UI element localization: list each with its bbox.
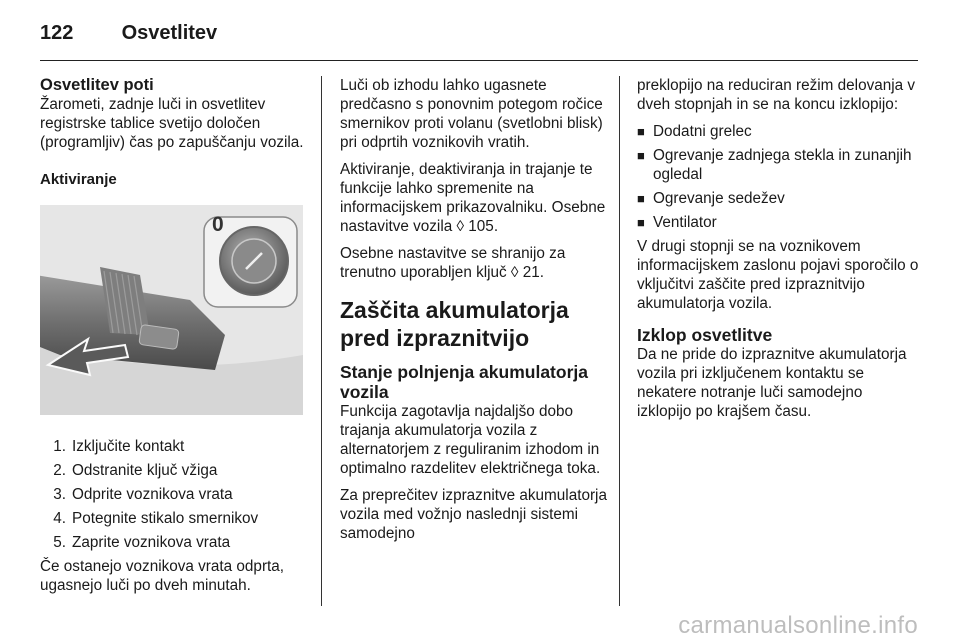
- paragraph: Luči ob izhodu lahko ugasnete predčasno s ponovnim potegom ročice smernikov proti volanu (svetlobni blisk) pri odprtih voznikovih vratih.: [340, 77, 603, 151]
- stalk-illustration-svg: [40, 205, 303, 415]
- stalk-illustration: [40, 205, 303, 415]
- subheading-battery-charge: Stanje polnjenja akumulatorja vozila: [340, 362, 588, 402]
- column-3: [637, 76, 919, 429]
- list-item: 4. Potegnite stikalo smernikov: [53, 510, 259, 527]
- watermark: carmanualsonline.info: [678, 612, 918, 639]
- page-header: [40, 22, 217, 45]
- paragraph: Da ne pride do izpraznitve akumulatorja vozila pri izključenem kontaktu se nekatere notranje luči samodejno izklopijo po krajšem času.: [637, 346, 907, 420]
- list-item: ■ Ogrevanje zadnjega stekla in zunanjih ogledal: [637, 146, 919, 184]
- paragraph: Funkcija zagotavlja najdaljšo dobo trajanja akumulatorja vozila z alternatorjem z reguliranim izhodom in optimalno razdelitev električnega toka.: [340, 403, 601, 477]
- list-item: ■ Ventilator: [637, 213, 919, 232]
- paragraph: Aktiviranje, deaktiviranja in trajanje te funkcije lahko spremenite na informacijskem prikazovalniku. Osebne nastavitve vozila ◊ 105.: [340, 161, 606, 235]
- list-item: 1. Izključite kontakt: [53, 438, 185, 455]
- list-item: ■ Dodatni grelec: [637, 122, 919, 141]
- column-divider-2: [619, 76, 620, 606]
- list-item: 2. Odstranite ključ vžiga: [53, 462, 218, 479]
- intro-paragraph: Žarometi, zadnje luči in osvetlitev registrske tablice svetijo določen (programljiv) čas po zapuščanju vozila.: [40, 96, 304, 151]
- list-item: 3. Odprite voznikova vrata: [53, 486, 233, 503]
- figure-label-zero: 0: [212, 213, 224, 236]
- page-title: Osvetlitev: [121, 22, 218, 44]
- list-item: ■ Ogrevanje sedežev: [637, 189, 919, 208]
- column-1: [40, 76, 310, 603]
- column-2: [340, 76, 610, 551]
- paragraph: V drugi stopnji se na voznikovem informacijskem zaslonu pojavi sporočilo o vključitvi zaščite pred izpraznitvijo akumulatorja vozila.: [637, 238, 919, 312]
- section-heading-exit-lighting: Osvetlitev poti: [40, 76, 154, 94]
- list-item: 5. Zaprite voznikova vrata: [53, 534, 231, 551]
- outro-paragraph: Če ostanejo voznikova vrata odprta, ugasnejo luči po dveh minutah.: [40, 558, 285, 594]
- systems-list: [637, 122, 919, 232]
- section-heading-light-switchoff: Izklop osvetlitve: [637, 325, 773, 345]
- paragraph: Za preprečitev izpraznitve akumulatorja vozila med vožnjo naslednji sistemi samodejno: [340, 487, 607, 542]
- subheading-activation: Aktiviranje: [40, 171, 117, 188]
- paragraph: preklopijo na reduciran režim delovanja v dveh stopnjah in se na koncu izklopijo:: [637, 77, 916, 113]
- steps-list: [40, 437, 310, 552]
- column-divider-1: [321, 76, 322, 606]
- page-number: 122: [40, 22, 74, 44]
- section-heading-battery-protection: Zaščita akumulatorja pred izpraznitvijo: [340, 297, 569, 351]
- header-rule: [40, 60, 918, 61]
- paragraph: Osebne nastavitve se shranijo za trenutno uporabljen ključ ◊ 21.: [340, 245, 566, 281]
